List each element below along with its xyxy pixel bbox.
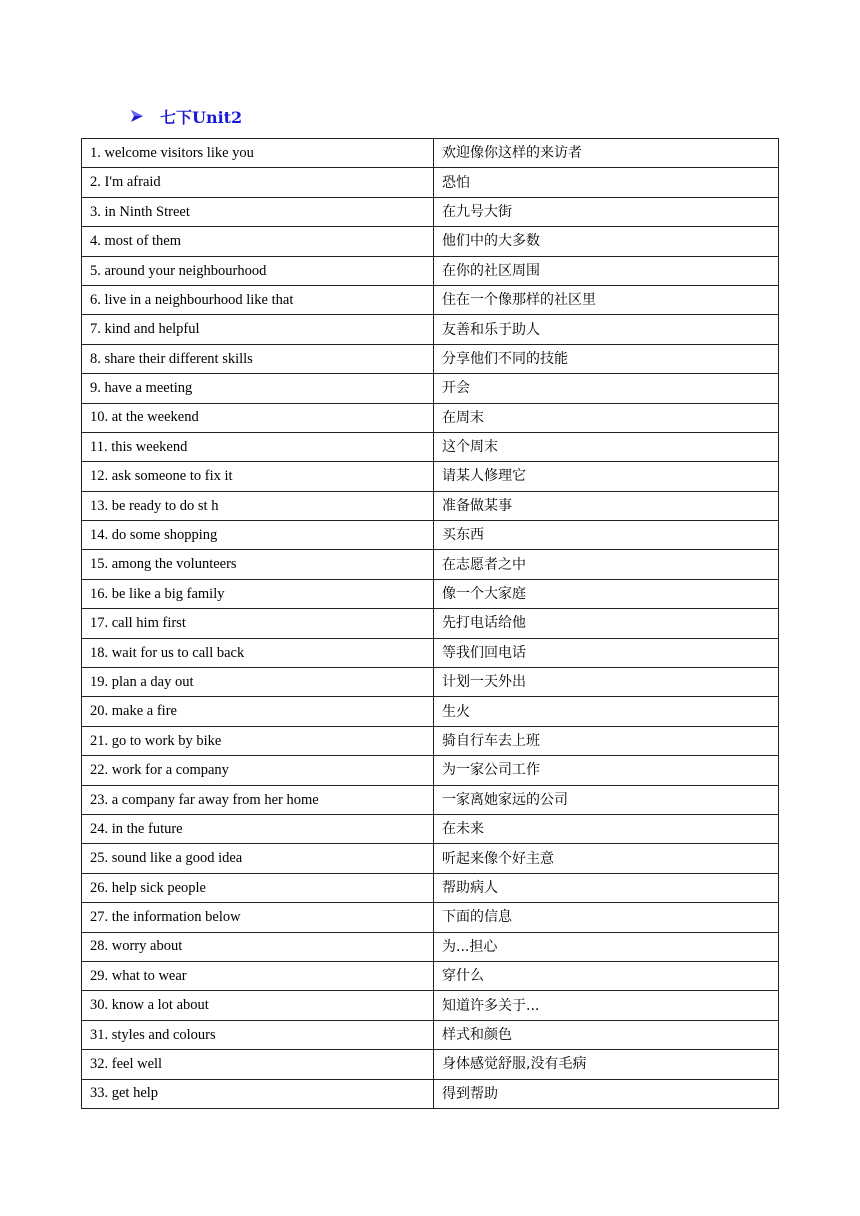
english-phrase-cell: 27. the information below — [82, 903, 434, 932]
table-row — [82, 432, 779, 461]
chinese-translation-cell: 在周末 — [434, 403, 779, 432]
table-row — [82, 579, 779, 608]
english-phrase-cell: 26. help sick people — [82, 873, 434, 902]
table-row — [82, 991, 779, 1020]
table-row — [82, 1079, 779, 1108]
table-row — [82, 462, 779, 491]
chinese-translation-cell: 一家离她家远的公司 — [434, 785, 779, 814]
chinese-translation-cell: 为一家公司工作 — [434, 756, 779, 785]
chinese-translation-cell: 买东西 — [434, 521, 779, 550]
table-row — [82, 168, 779, 197]
table-row — [82, 638, 779, 667]
chinese-translation-cell: 在未来 — [434, 814, 779, 843]
english-phrase-cell: 4. most of them — [82, 227, 434, 256]
english-phrase-cell: 8. share their different skills — [82, 344, 434, 373]
chinese-translation-cell: 开会 — [434, 374, 779, 403]
table-row — [82, 756, 779, 785]
table-row — [82, 344, 779, 373]
english-phrase-cell: 16. be like a big family — [82, 579, 434, 608]
english-phrase-cell: 17. call him first — [82, 609, 434, 638]
chinese-translation-cell: 在志愿者之中 — [434, 550, 779, 579]
english-phrase-cell: 30. know a lot about — [82, 991, 434, 1020]
table-row — [82, 932, 779, 961]
chinese-translation-cell: 分享他们不同的技能 — [434, 344, 779, 373]
chinese-translation-cell: 骑自行车去上班 — [434, 726, 779, 755]
table-row — [82, 873, 779, 902]
table-row — [82, 227, 779, 256]
english-phrase-cell: 24. in the future — [82, 814, 434, 843]
table-row — [82, 961, 779, 990]
chinese-translation-cell: 在九号大街 — [434, 197, 779, 226]
english-phrase-cell: 5. around your neighbourhood — [82, 256, 434, 285]
english-phrase-cell: 9. have a meeting — [82, 374, 434, 403]
english-phrase-cell: 2. I'm afraid — [82, 168, 434, 197]
vocabulary-table — [81, 138, 779, 1109]
chinese-translation-cell: 友善和乐于助人 — [434, 315, 779, 344]
english-phrase-cell: 22. work for a company — [82, 756, 434, 785]
english-phrase-cell: 3. in Ninth Street — [82, 197, 434, 226]
chinese-translation-cell: 等我们回电话 — [434, 638, 779, 667]
table-row — [82, 814, 779, 843]
english-phrase-cell: 14. do some shopping — [82, 521, 434, 550]
table-row — [82, 374, 779, 403]
english-phrase-cell: 20. make a fire — [82, 697, 434, 726]
table-row — [82, 785, 779, 814]
chinese-translation-cell: 知道许多关于... — [434, 991, 779, 1020]
english-phrase-cell: 19. plan a day out — [82, 668, 434, 697]
section-heading — [130, 104, 242, 128]
table-row — [82, 1050, 779, 1079]
chinese-translation-cell: 恐怕 — [434, 168, 779, 197]
chinese-translation-cell: 帮助病人 — [434, 873, 779, 902]
chinese-translation-cell: 这个周末 — [434, 432, 779, 461]
english-phrase-cell: 25. sound like a good idea — [82, 844, 434, 873]
section-title: 七下Unit2 — [160, 107, 243, 127]
english-phrase-cell: 10. at the weekend — [82, 403, 434, 432]
english-phrase-cell: 29. what to wear — [82, 961, 434, 990]
chinese-translation-cell: 欢迎像你这样的来访者 — [434, 139, 779, 168]
table-row — [82, 197, 779, 226]
english-phrase-cell: 32. feel well — [82, 1050, 434, 1079]
english-phrase-cell: 21. go to work by bike — [82, 726, 434, 755]
english-phrase-cell: 31. styles and colours — [82, 1020, 434, 1049]
chinese-translation-cell: 计划一天外出 — [434, 668, 779, 697]
table-row — [82, 491, 779, 520]
english-phrase-cell: 13. be ready to do st h — [82, 491, 434, 520]
chinese-translation-cell: 样式和颜色 — [434, 1020, 779, 1049]
english-phrase-cell: 6. live in a neighbourhood like that — [82, 285, 434, 314]
chinese-translation-cell: 生火 — [434, 697, 779, 726]
table-row — [82, 1020, 779, 1049]
english-phrase-cell: 18. wait for us to call back — [82, 638, 434, 667]
table-row — [82, 844, 779, 873]
chinese-translation-cell: 下面的信息 — [434, 903, 779, 932]
chinese-translation-cell: 请某人修理它 — [434, 462, 779, 491]
chinese-translation-cell: 身体感觉舒服,没有毛病 — [434, 1050, 779, 1079]
english-phrase-cell: 1. welcome visitors like you — [82, 139, 434, 168]
table-row — [82, 550, 779, 579]
english-phrase-cell: 7. kind and helpful — [82, 315, 434, 344]
arrow-bullet-icon — [130, 109, 144, 123]
english-phrase-cell: 11. this weekend — [82, 432, 434, 461]
table-row — [82, 285, 779, 314]
chinese-translation-cell: 像一个大家庭 — [434, 579, 779, 608]
chinese-translation-cell: 在你的社区周围 — [434, 256, 779, 285]
chinese-translation-cell: 住在一个像那样的社区里 — [434, 285, 779, 314]
table-row — [82, 315, 779, 344]
english-phrase-cell: 12. ask someone to fix it — [82, 462, 434, 491]
chinese-translation-cell: 他们中的大多数 — [434, 227, 779, 256]
table-row — [82, 609, 779, 638]
english-phrase-cell: 28. worry about — [82, 932, 434, 961]
table-row — [82, 697, 779, 726]
english-phrase-cell: 33. get help — [82, 1079, 434, 1108]
chinese-translation-cell: 穿什么 — [434, 961, 779, 990]
english-phrase-cell: 23. a company far away from her home — [82, 785, 434, 814]
chinese-translation-cell: 听起来像个好主意 — [434, 844, 779, 873]
table-row — [82, 726, 779, 755]
table-row — [82, 521, 779, 550]
chinese-translation-cell: 为...担心 — [434, 932, 779, 961]
chinese-translation-cell: 准备做某事 — [434, 491, 779, 520]
table-row — [82, 403, 779, 432]
table-row — [82, 256, 779, 285]
chinese-translation-cell: 得到帮助 — [434, 1079, 779, 1108]
table-row — [82, 668, 779, 697]
chinese-translation-cell: 先打电话给他 — [434, 609, 779, 638]
english-phrase-cell: 15. among the volunteers — [82, 550, 434, 579]
table-row — [82, 139, 779, 168]
table-row — [82, 903, 779, 932]
